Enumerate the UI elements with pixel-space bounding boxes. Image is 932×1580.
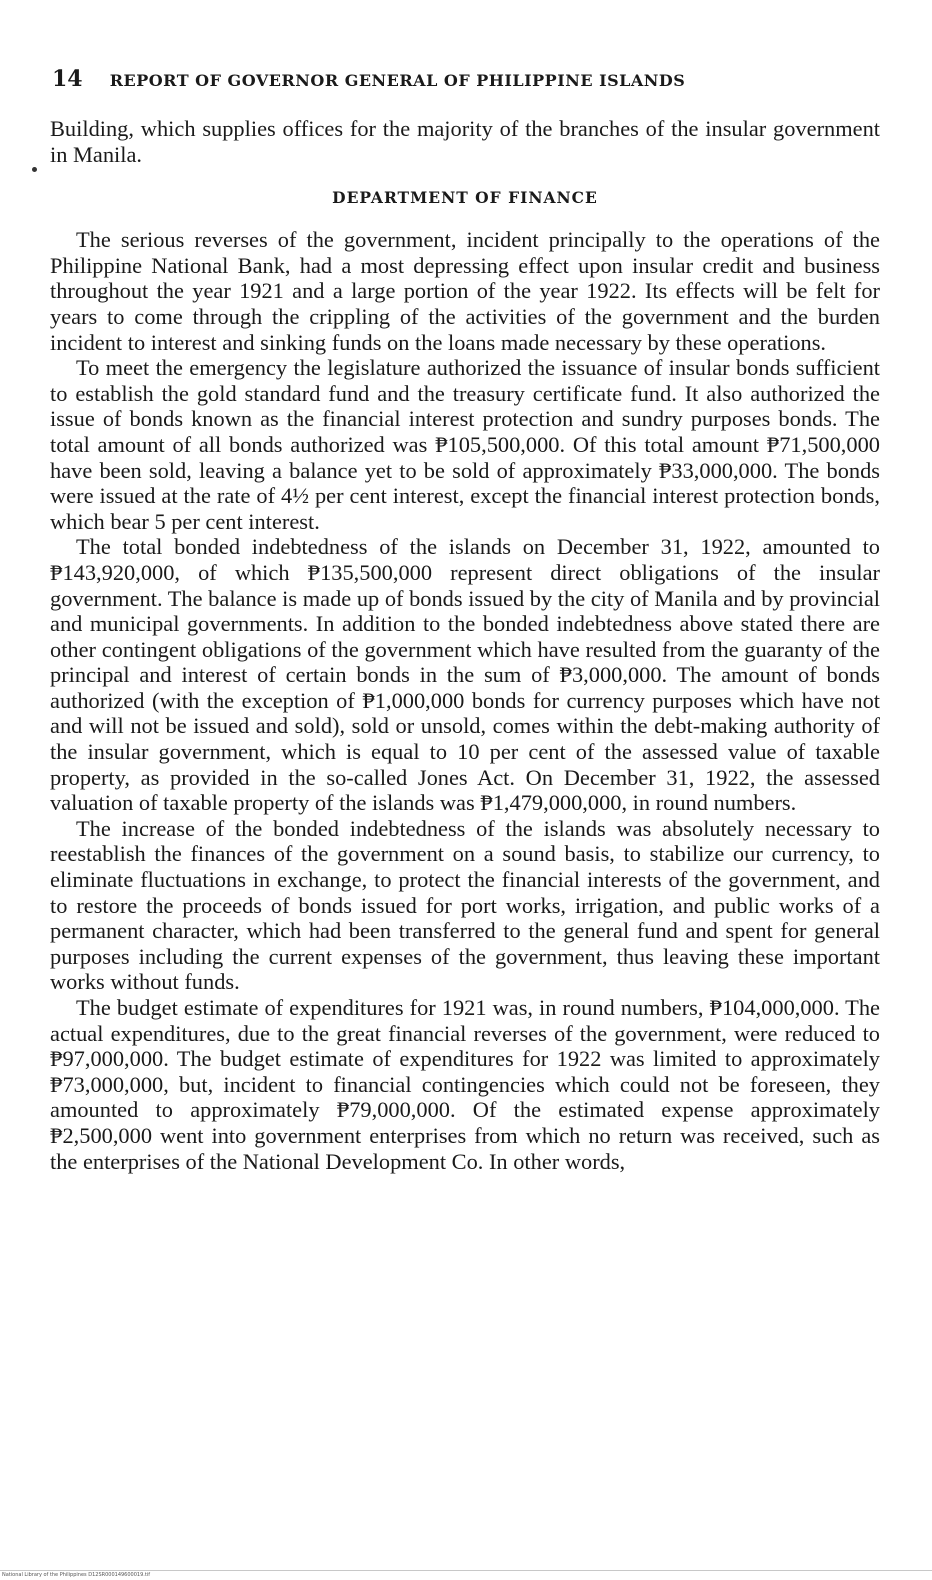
paragraph-3: The total bonded indebtedness of the islands on December 31, 1922, amounted to ₱143,920,000, of which ₱135,500,000 represent direct obligations of the insular government. The balance is made up of bonds issued by the city of Manila and by provincial and municipal governments. In addition to the bonded indebtedness above stated there are other contingent obligations of the government which have resulted from the guaranty of the principal and interest of certain bonds in the sum of ₱3,000,000. The amount of bonds authorized (with the exception of ₱1,000,000 bonds for currency purposes which have not and will not be issued and sold), sold or unsold, comes within the debt-making authority of the insular government, which is equal to 10 per cent of the assessed value of taxable property, as provided in the so-called Jones Act. On December 31, 1922, the assessed valuation of taxable property of the islands was ₱1,479,000,000, in round numbers. [50,534,880,816]
continuation-paragraph: Building, which supplies offices for the majority of the branches of the insular government in Manila. [50,116,880,167]
body-text [50,116,880,1174]
section-heading: DEPARTMENT OF FINANCE [332,188,598,208]
paragraph-4: The increase of the bonded indebtedness of the islands was absolutely necessary to reestablish the finances of the government on a sound basis, to stabilize our currency, to eliminate fluctuations in exchange, to protect the financial interests of the government, and to restore the proceeds of bonds issued for port works, irrigation, and public works of a permanent character, which had been transferred to the general fund and spent for general purposes including the current expenses of the government, thus leaving these important works without funds. [50,815,880,995]
paragraph-5: The budget estimate of expenditures for 1921 was, in round numbers, ₱104,000,000. The actual expenditures, due to the great financial reverses of the government, were reduced to ₱97,000,000. The budget estimate of expenditures for 1922 was limited to approximately ₱73,000,000, but, incident to financial contingencies which could not be foreseen, they amounted to approximately ₱79,000,000. Of the estimated expense approximately ₱2,500,000 went into government enterprises from which no return was received, such as the enterprises of the National Development Co. In other words, [50,995,880,1174]
footer-divider [0,1570,932,1571]
paragraph-2: To meet the emergency the legislature authorized the issuance of insular bonds sufficient to establish the gold standard fund and the treasury certificate fund. It also authorized the issue of bonds known as the financial interest protection and sundry purposes bonds. The total amount of all bonds authorized was ₱105,500,000. Of this total amount ₱71,500,000 have been sold, leaving a balance yet to be sold of approximately ₱33,000,000. The bonds were issued at the rate of 4½ per cent interest, except the financial interest protection bonds, which bear 5 per cent interest. [50,355,880,534]
running-header [52,66,882,92]
margin-mark [32,167,37,172]
page-number: 14 [52,66,83,92]
scan-footer: National Library of the Philippines D12SR000149600019.tif [2,1572,150,1578]
running-title: REPORT OF GOVERNOR GENERAL OF PHILIPPINE ISLANDS [109,71,686,90]
paragraph-1: The serious reverses of the government, incident principally to the operations of the Philippine National Bank, had a most depressing effect upon insular credit and business throughout the year 1921 and a large portion of the year 1922. Its effects will be felt for years to come through the crippling of the activities of the government and the burden incident to interest and sinking funds on the loans made necessary by these operations. [50,227,880,355]
